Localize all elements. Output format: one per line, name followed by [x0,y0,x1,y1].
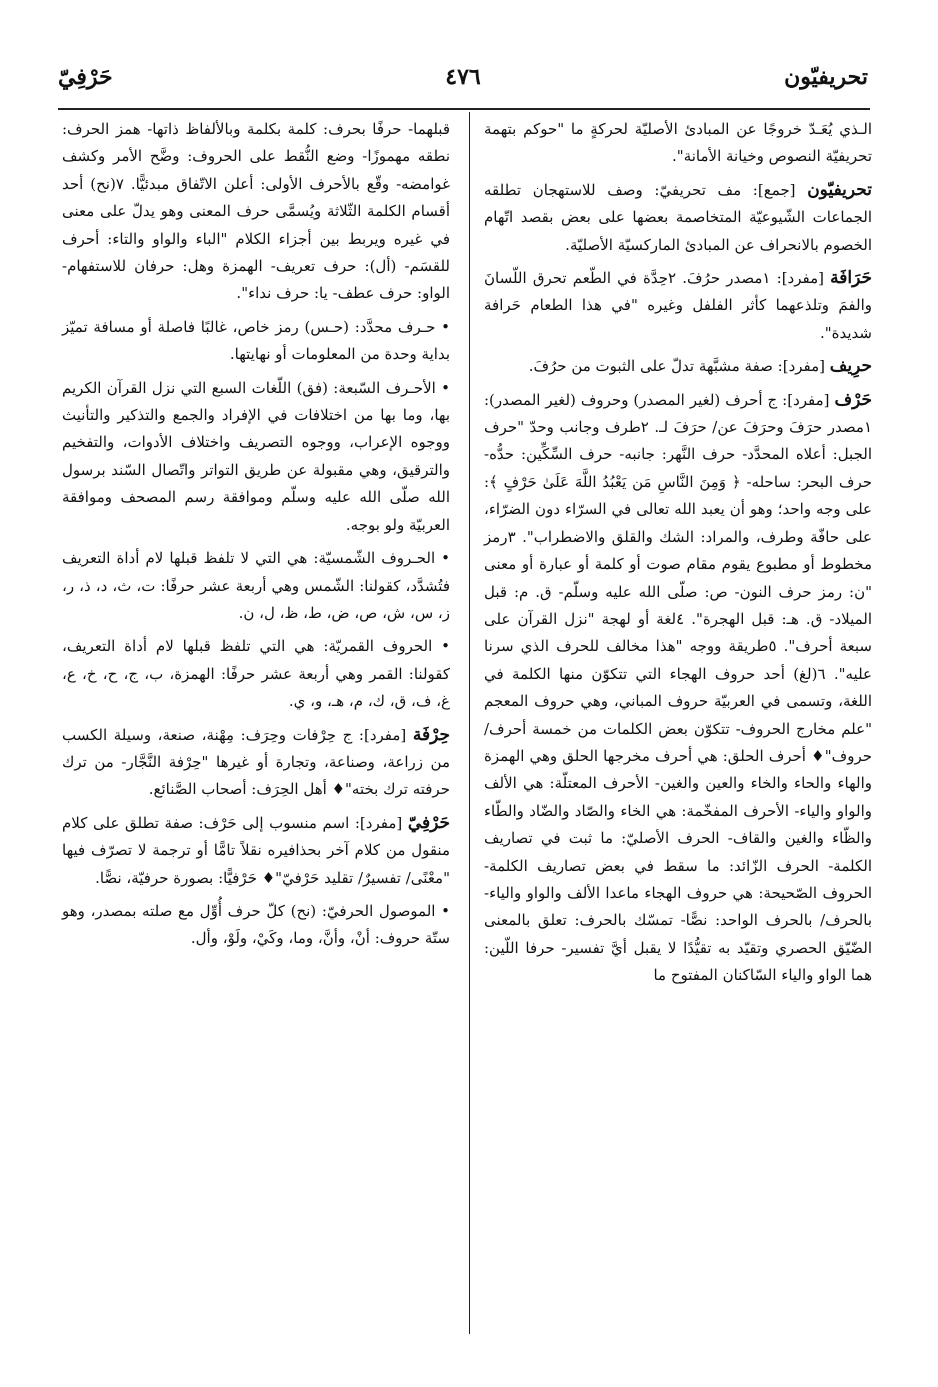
left-column [62,116,450,959]
entry-text: [جمع]: مف تحريفيّ: وصف للاستهجان تطلقه الجماعات الشّيوعيّة المتخاصمة بعضها على بعض بقصد اتّهام الخصوم بالانحراف عن المبادئ الماركسيّة الأصليّة. [484,180,872,254]
entry-headword: حِرْفَة [412,724,450,745]
entry [62,633,450,715]
entry-headword: حَرَافَة [830,268,872,289]
entry [484,177,872,259]
entry-text: • الموصول الحرفيّ: (نح) كلّ حرف أُوِّل مع صلته بمصدر، وهو ستّة حروف: أنْ، وأنَّ، وما، وكَيْ، ولَوْ، وأل. [62,901,450,948]
entry [484,353,872,380]
entry-text: • الأحـرف السّبعة: (فق) اللّغات السبع التي نزل القرآن الكريم بها، وما بها من اختلافات في الإفراد والجمع والتذكير والتأنيث ووجوه الإعراب، ووجوه التصريف واختلاف الأدوات، والتفخيم والترقيق، وهي مقبولة عن طريق التواتر واتّصال السّند برسول الله صلّى الله عليه وسلّم وموافقة رسم المصحف وموافقة العربيّة ولو بوجه. [62,378,450,534]
entry-text: • الحـروف الشّمسيّة: هي التي لا تلفظ قبلها لام أداة التعريف فتُشدَّد، كقولنا: الشّمس وهي أربعة عشر حرفًا: ت، ث، د، ذ، ر، ز، س، ش، ص، ض، ط، ظ، ل، ن. [62,549,450,622]
entry-headword: حَرْفِيّ [407,812,450,833]
entry-text: الـذي يُعَـدّ خروجًا عن المبادئ الأصليّة لحركةٍ ما "حوكم بتهمة تحريفيّة النصوص وخيانة الأمانة". [484,120,872,166]
entry-text: • الحروف القمريّة: هي التي تلفظ قبلها لام أداة التعريف، كقولنا: القمر وهي أربعة عشر حرفًا: الهمزة، ب، ج، ح، خ، ع، غ، ف، ق، ك، م، هـ، و، ي. [62,637,450,711]
entry-headword: حَرْف [834,389,872,410]
right-column [484,116,872,996]
entry [484,116,872,171]
entry [62,116,450,308]
entry-text: [مفرد]: ج حِرْفات وحِرَف: مِهْنة، صنعة، وسيلة الكسب من زراعة، وصناعة، وتجارة أو غيرها "حِرْفة النَّجَّار- من ترك حرفته ترك بخته"♦ أهل الحِرَف: أصحاب الصَّنائع. [62,725,450,799]
entry [62,314,450,369]
entry-text: • حـرف محدَّد: (حـس) رمز خاص، غالبًا فاصلة أو مسافة تميّز بداية وحدة من المعلومات أو نهايتها. [62,317,450,364]
entry [62,810,450,892]
entry [62,545,450,627]
page-number: ٤٧٦ [445,64,481,90]
entry-headword: تحريفيّون [807,179,872,200]
page-header [58,58,868,102]
entry [484,265,872,347]
entry [62,375,450,539]
entry [62,722,450,804]
entry-text: [مفرد]: ١مصدر حرُفَ. ٢حِدَّة في الطّعم تحرق اللّسانَ والفمَ وتلذعهما كأثر الفلفل وغيره "في هذا الطعام حَرافة شديدة". [484,269,872,342]
entry-text: [مفرد]: ج أحرف (لغير المصدر) وحروف (لغير المصدر): ١مصدر حرَفَ وحرَفَ عن/ حرَفَ لـ. ٢طرف وجانب وحدّ "حرف الجبل: أعلاه المحدَّد- حرف النَّهر: جانبه- حرف السِّكِّين: حدُّه- حرف البحر: ساحله- ﴿ وَمِنَ النَّاسِ مَن يَعْبُدُ اللَّهَ عَلَىٰ حَرْفٍ ﴾: على وجه واحد؛ وهو أن يعبد الله تعالى في السرّاء دون الضرّاء، على حافّة وطرف، والمراد: الشك والقلق والاضطراب". ٣رمز مخطوط أو مطبوع يقوم مقام صوت أو كلمة أو عبارة أو معنى "ن: رمز حرف النون- ص: صلّى الله عليه وسلّم- ق. م: قبل الميلاد- ق. هـ: قبل الهجرة". ٤لغة أو لهجة "نزل القرآن على سبعة أحرف". ٥طريقة ووجه "هذا مخالف للحرف الذي سرنا عليه". ٦(لغ) أحد حروف الهجاء التي تتكوّن منها الكلمة في اللغة، وتسمى في العربيّة حروف المباني، وهي حروف المعجم "علم مخارج الحروف- تتكوّن بعض الكلمات من خمسة أحرف/ حروف"♦ أحرف الحلق: هي أحرف مخرجها الحلق وهي الهمزة والهاء والحاء والخاء والعين والغين- الأحرف المعتلّة: هي الألف والواو والياء- الأحرف المفخّمة: هي الخاء والصّاد والضّاد والطّاء والظّاء والغين والقاف- الحرف الأصليّ: ما ثبت في تصاريف الكلمة- الحرف الزّائد: ما سقط في بعض تصاريف الكلمة- الحروف الصّحيحة: هي حروف الهجاء ماعدا الألف والواو والياء- بالحرف/ بالحرف الواحد: نصًّا- تمسّك بالحرف: تعلق بالمعنى الضّيّق الحصري وتقيّد به تقيُّدًا لا يقبل أيَّ تفسير- حرفا اللّين: هما الواو والياء السّاكنان المفتوح ما [484,390,873,985]
column-divider [469,112,470,1334]
entry-text: [مفرد]: اسم منسوب إلى حَرْف: صفة تطلق على كلام منقول من كلام آخر بحذافيره نقلاً تامًّا أو ترجمة لا تصرّف فيها "معْنًى/ تفسيرٌ/ تقليد حَرْفيّ"♦ حَرْفيًّا: بصورة حرفيّة، نصًّا. [62,813,450,887]
entry-text: قبلهما- حرفًا بحرف: كلمة بكلمة وبالألفاظ ذاتها- همز الحرف: نطقه مهموزًا- وضع النُّقط على الحروف: وضَّح الأمر وكشف غوامضه- وقّع بالأحرف الأولى: أعلن الاتّفاق مبدئيًّا. ٧(نح) أحد أقسام الكلمة الثّلاثة ويُسمَّى حرف المعنى وهو يدلّ على معنى في غيره ويربط بين أجزاء الكلام "الباء والواو والتاء: أحرف للقسَم- (أل): حرف تعريف- الهمزة وهل: حرفان للاستفهام- الواو: حرف عطف- يا: حرف نداء". [62,120,450,303]
entry [62,898,450,953]
entry [484,387,872,990]
header-rule [58,108,870,110]
entry-headword: حرِيف [829,356,872,377]
header-last-headword: حَرْفِيّ [58,64,113,90]
header-first-headword: تحريفيّون [784,64,868,90]
entry-text: [مفرد]: صفة مشبَّهة تدلّ على الثبوت من حرُفَ. [528,357,830,376]
